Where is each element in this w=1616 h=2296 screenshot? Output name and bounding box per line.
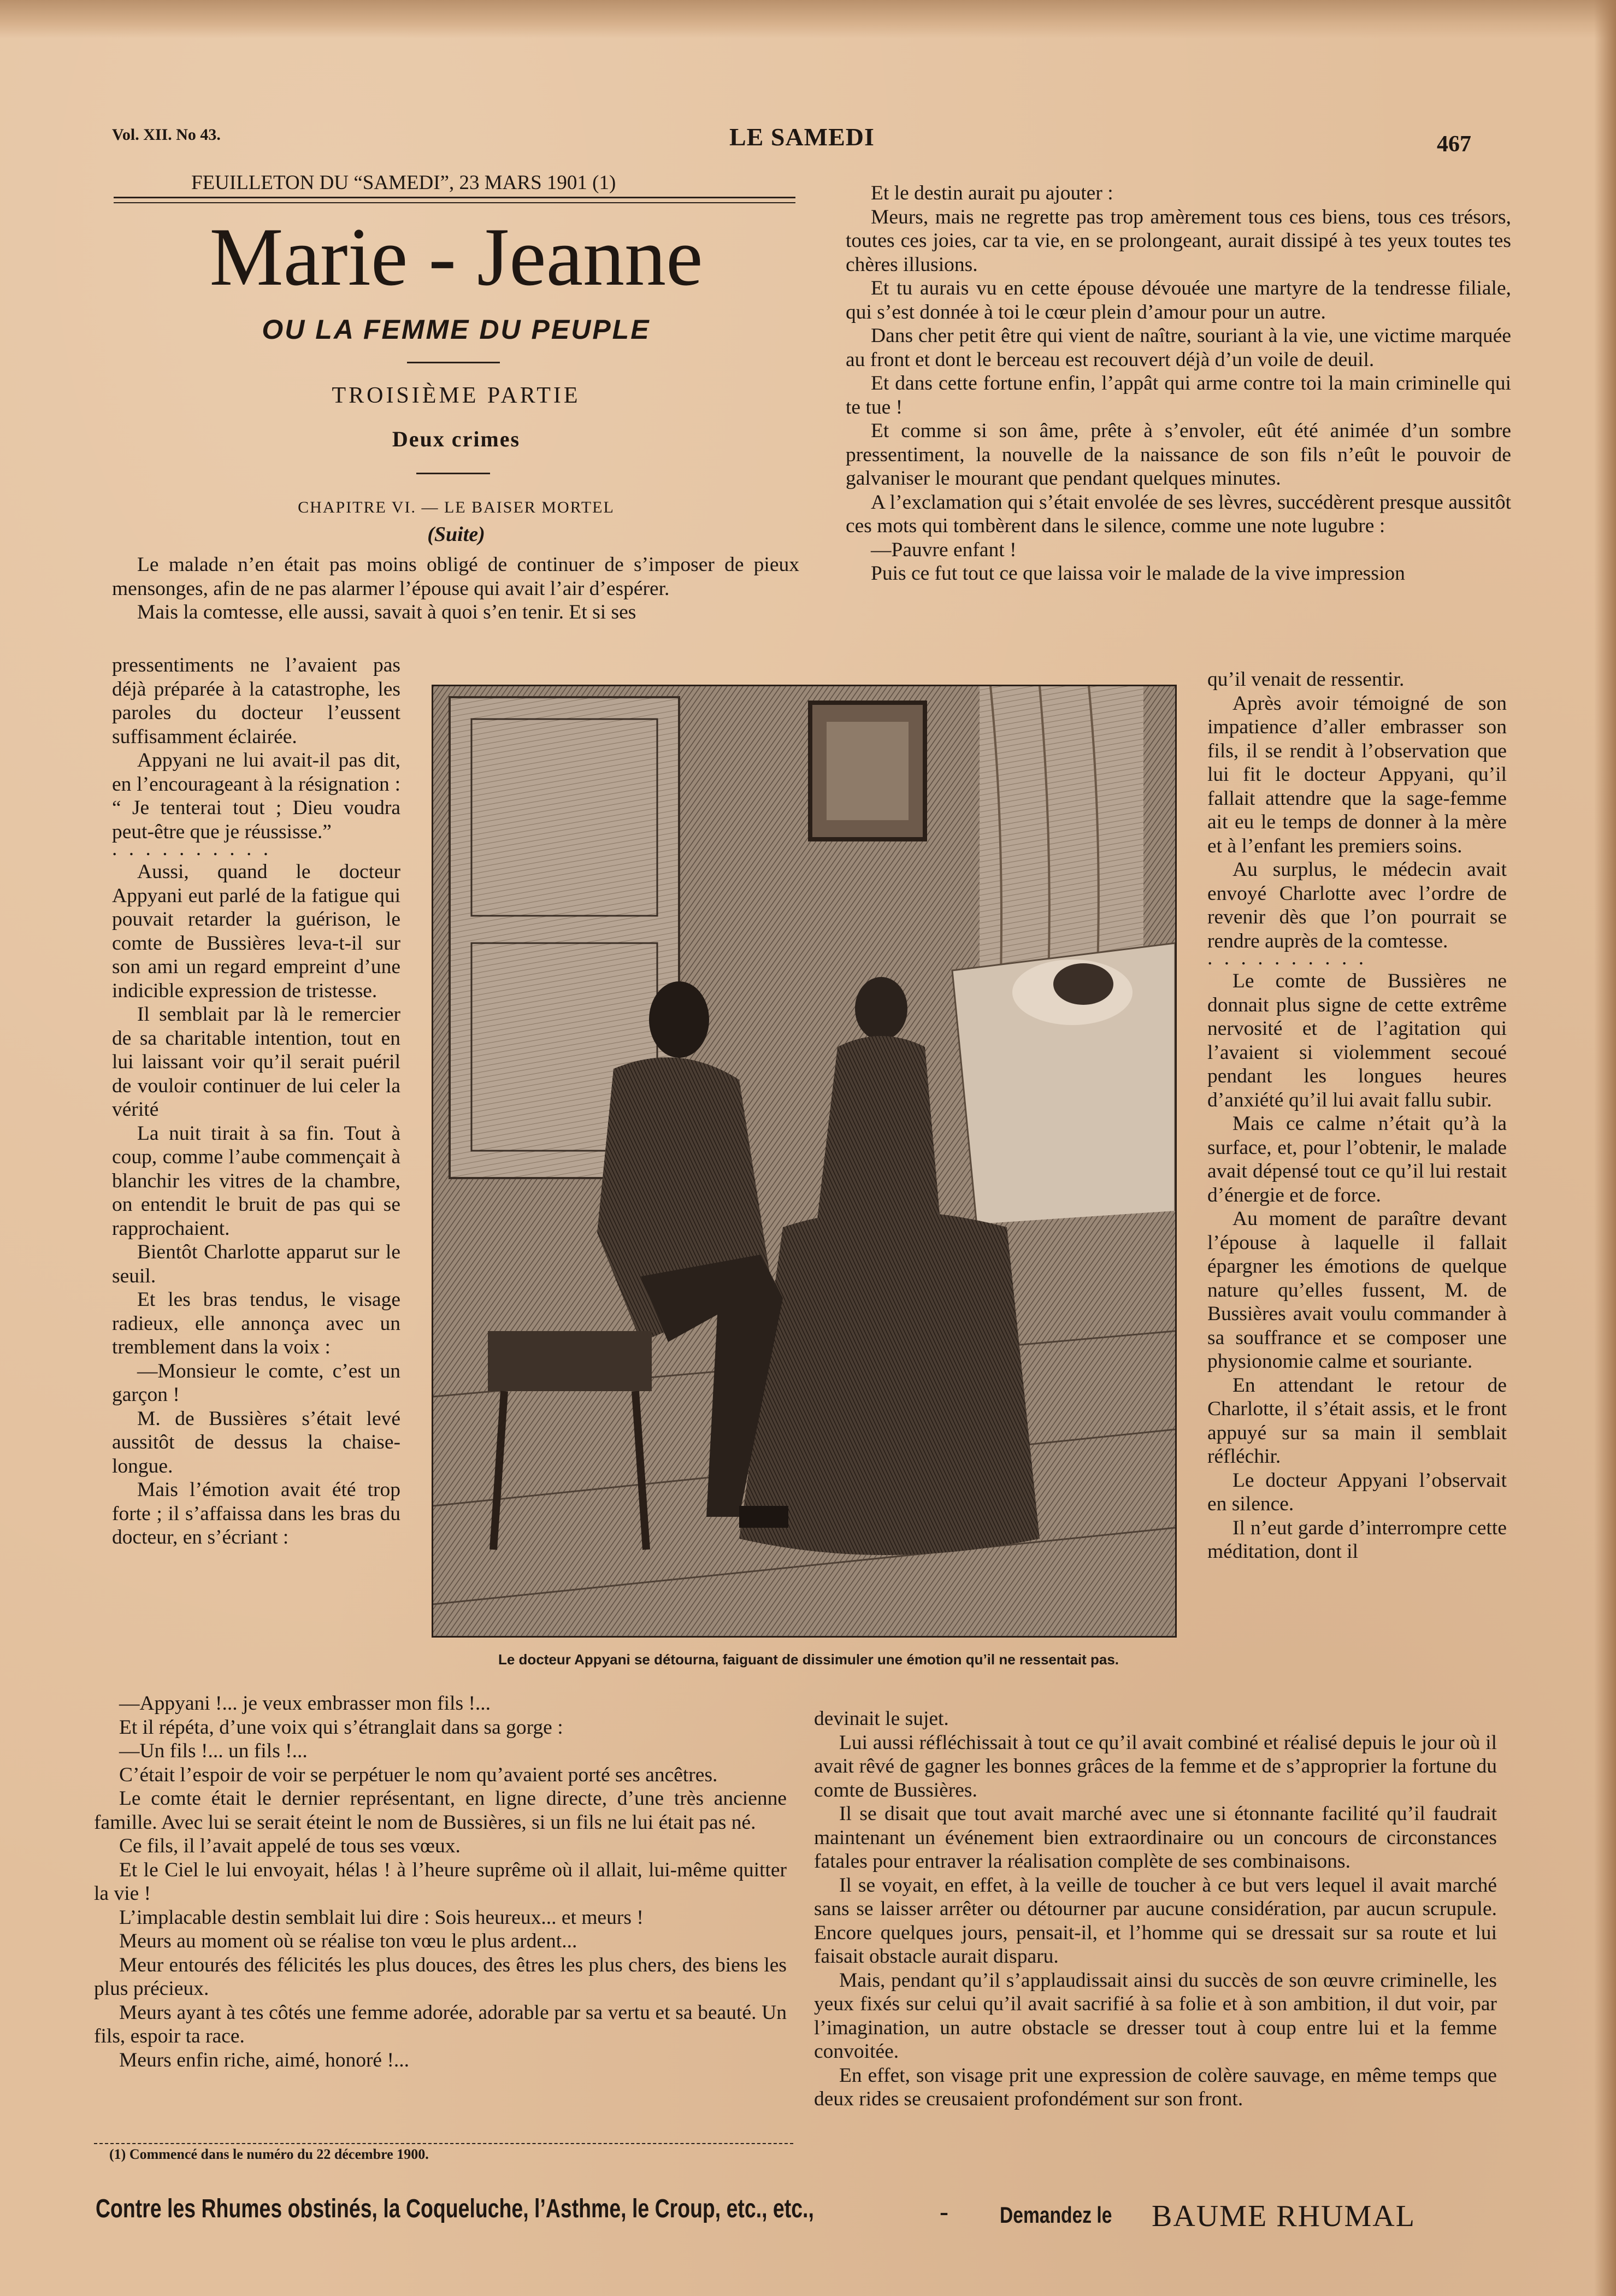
advert-left: Contre les Rhumes obstinés, la Coqueluche, l’Asthme, le Croup, etc., etc., — [96, 2194, 814, 2223]
paragraph: Et les bras tendus, le visage radieux, elle annonça avec un tremblement dans la voix : — [112, 1288, 400, 1358]
right-column-top — [846, 181, 1511, 586]
paragraph: C’était l’espoir de voir se perpétuer le nom qu’avaient porté ses ancêtres. — [119, 1763, 718, 1786]
chapter-heading: CHAPITRE VI. — LE BAISER MORTEL — [298, 498, 615, 516]
left-column-top — [112, 553, 799, 625]
right-column-narrow — [1207, 668, 1507, 1564]
suite-label: (Suite) — [427, 523, 485, 546]
page-right-edge — [1594, 0, 1616, 2296]
paragraph: Au surplus, le médecin avait envoyé Charlotte avec l’ordre de revenir dès que l’on pourrait se rendre auprès de la comtesse. — [1207, 858, 1507, 952]
paragraph: Le comte était le dernier représentant, en ligne directe, d’une très ancienne famille. Avec lui se serait éteint le nom de Bussières, si un fils ne lui était pas né. — [94, 1787, 787, 1834]
paragraph: Il semblait par là le remercier de sa charitable intention, tout en lui laissant voir qu’il serait puéril de vouloir continuer de lui celer la vérité — [112, 1003, 400, 1121]
paragraph: —Un fils !... un fils !... — [119, 1740, 308, 1762]
paragraph: Mais la comtesse, elle aussi, savait à quoi s’en tenir. Et si ses — [137, 601, 636, 623]
advert-right-prefix: Demandez le — [1000, 2202, 1112, 2228]
header-rule-1 — [114, 197, 795, 198]
advert-product: BAUME RHUMAL — [1152, 2199, 1416, 2233]
paragraph: Et il répéta, d’une voix qui s’étranglait dans sa gorge : — [119, 1716, 563, 1739]
paragraph: Meurs enfin riche, aimé, honoré !... — [119, 2048, 410, 2071]
paragraph: L’implacable destin semblait lui dire : Sois heureux... et meurs ! — [119, 1906, 644, 1929]
paragraph: Le comte de Bussières ne donnait plus signe de cette extrême nervosité et de l’agitation qui l’avaient si violemment secoué pendant les longues heures d’anxiété qu’il lui avait fallu subir. — [1207, 970, 1507, 1111]
footnote: (1) Commencé dans le numéro du 22 décembre 1900. — [109, 2146, 429, 2162]
paragraph: qu’il venait de ressentir. — [1207, 668, 1405, 691]
paragraph: Il se voyait, en effet, à la veille de toucher à ce but vers lequel il avait marché sans se laisser arrêter ou détourner par aucune considération, par aucun scrupule. Encore quelques jours, pensait-il, et l’homme qui se dressait sur sa route et lui faisait obstacle aurait disparu. — [814, 1874, 1497, 1968]
paragraph: Lui aussi réfléchissait à tout ce qu’il avait combiné et réalisé depuis le jour où il avait rêvé de gagner les bonnes grâces de la femme et de s’approprier la fortune du comte de Bussières. — [814, 1731, 1497, 1802]
paragraph: Mais ce calme n’était qu’à la surface, et, pour l’obtenir, le malade avait dépensé tout ce qu’il lui restait d’énergie et de force. — [1207, 1112, 1507, 1206]
page-top-edge — [0, 0, 1616, 38]
right-column-bottom — [814, 1707, 1497, 2111]
paragraph: Mais l’émotion avait été trop forte ; il s’affaissa dans les bras du docteur, en s’écriant : — [112, 1479, 400, 1549]
paragraph: En effet, son visage prit une expression de colère sauvage, en même temps que deux rides se creusaient profondément sur son front. — [814, 2064, 1497, 2110]
story-title: Marie - Jeanne — [209, 211, 703, 303]
paragraph: Mais, pendant qu’il s’applaudissait ainsi du succès de son œuvre criminelle, les yeux fixés sur celui qu’il avait sacrifié à sa folie et à son ambition, il dut voir, par l’imagination, un autre obstacle se dresser tout à coup entre lui et la femme convoitée. — [814, 1969, 1497, 2063]
paragraph: —Pauvre enfant ! — [871, 538, 1017, 561]
paragraph: —Monsieur le comte, c’est un garçon ! — [112, 1359, 400, 1406]
paragraph: —Appyani !... je veux embrasser mon fils !... — [119, 1692, 491, 1715]
paragraph: pressentiments ne l’avaient pas déjà préparée à la catastrophe, les paroles du docteur l’eussent suffisamment éclairée. — [112, 654, 400, 748]
left-column-bottom — [94, 1692, 787, 2072]
section-dots: . . . . . . . . . . — [1207, 947, 1367, 969]
volume-number: Vol. XII. No 43. — [112, 126, 221, 144]
paragraph: Et comme si son âme, prête à s’envoler, eût été animée d’un sombre pressentiment, la nouvelle de la naissance de son fils n’eût le pouvoir de galvaniser le mourant que pendant quelques minutes. — [846, 420, 1511, 490]
part-subtitle: Deux crimes — [392, 427, 521, 451]
paragraph: Meur entourés des félicités les plus douces, des êtres les plus chers, des biens les plus précieux. — [94, 1953, 787, 2000]
paragraph: La nuit tirait à sa fin. Tout à coup, comme l’aube commençait à blanchir les vitres de la chambre, on entendit le bruit de pas qui se rapprochaient. — [112, 1122, 400, 1240]
left-column-narrow — [112, 654, 400, 1550]
paragraph: Au moment de paraître devant l’épouse à laquelle il fallait épargner les émotions de quelque nature qu’elles fussent, M. de Bussières avait voulu commander à sa souffrance et se composer une physionomie calme et souriante. — [1207, 1208, 1507, 1373]
paragraph: Dans cher petit être qui vient de naître, souriant à la vie, une victime marquée au front et dont le berceau est recouvert déjà d’un voile de deuil. — [846, 325, 1511, 371]
paragraph: Appyani ne lui avait-il pas dit, en l’encourageant à la résignation : “ Je tenterai tout ; Dieu voudra peut-être que je réussisse.” — [112, 749, 400, 843]
part-rule — [416, 473, 490, 474]
journal-name: LE SAMEDI — [729, 123, 875, 151]
feuilleton-line: FEUILLETON DU “SAMEDI”, 23 MARS 1901 (1) — [191, 172, 616, 194]
paragraph: Le malade n’en était pas moins obligé de continuer de s’imposer de pieux mensonges, afin de ne pas alarmer l’épouse qui avait l’air d’espérer. — [112, 554, 799, 600]
paragraph: Il n’eut garde d’interrompre cette méditation, dont il — [1207, 1516, 1507, 1563]
paragraph: Il se disait que tout avait marché avec une si étonnante facilité qu’il faudrait maintenant un événement bien extraordinaire ou un concours de circonstances fatales pour entraver la réalisation complète de ses combinaisons. — [814, 1803, 1497, 1873]
paragraph: Le docteur Appyani l’observait en silence. — [1207, 1469, 1507, 1515]
paragraph: En attendant le retour de Charlotte, il s’était assis, et le front appuyé sur sa main il semblait réfléchir. — [1207, 1374, 1507, 1468]
paragraph: Puis ce fut tout ce que laissa voir le malade de la vive impression — [871, 562, 1405, 585]
paragraph: Meurs ayant à tes côtés une femme adorée, adorable par sa vertu et sa beauté. Un fils, espoir ta race. — [94, 2001, 787, 2047]
subtitle-rule — [407, 362, 500, 363]
page-number: 467 — [1437, 132, 1471, 157]
engraving-art — [433, 686, 1175, 1636]
advert-dash: - — [940, 2197, 948, 2226]
paragraph: Ce fils, il l’avait appelé de tous ses vœux. — [119, 1835, 461, 1857]
paragraph: Bientôt Charlotte apparut sur le seuil. — [112, 1241, 400, 1287]
footnote-rule — [94, 2143, 793, 2144]
paragraph: Et le destin aurait pu ajouter : — [871, 182, 1113, 204]
part-heading: TROISIÈME PARTIE — [332, 383, 581, 408]
story-subtitle: OU LA FEMME DU PEUPLE — [262, 314, 651, 345]
paragraph: devinait le sujet. — [814, 1708, 949, 1730]
illustration-caption: Le docteur Appyani se détourna, faiguant de dissimuler une émotion qu’il ne ressentait pas. — [498, 1651, 1119, 1668]
paragraph: Et dans cette fortune enfin, l’appât qui arme contre toi la main criminelle qui te tue ! — [846, 372, 1511, 419]
paragraph: Aussi, quand le docteur Appyani eut parlé de la fatigue qui pouvait retarder la guérison, le comte de Bussières leva-t-il sur son ami un regard empreint d’une indicible expression de tristesse. — [112, 861, 400, 1002]
engraving-illustration — [432, 685, 1177, 1638]
paragraph: Et tu aurais vu en cette épouse dévouée une martyre de la tendresse filiale, qui s’est donnée à toi le cœur plein d’amour pour un autre. — [846, 277, 1511, 323]
paragraph: Meurs au moment où se réalise ton vœu le plus ardent... — [119, 1930, 577, 1952]
paragraph: Après avoir témoigné de son impatience d’aller embrasser son fils, il se rendit à l’observation que lui fit le docteur Appyani, qu’il fallait attendre que la sage-femme ait eu le temps de donner à la mère et à l’enfant les premiers soins. — [1207, 692, 1507, 857]
section-dots: . . . . . . . . . . — [112, 838, 272, 860]
paragraph: M. de Bussières s’était levé aussitôt de dessus la chaise-longue. — [112, 1407, 400, 1477]
paragraph: A l’exclamation qui s’était envolée de ses lèvres, succédèrent presque aussitôt ces mots qui tombèrent dans le silence, comme une note lugubre : — [846, 491, 1511, 537]
paragraph: Meurs, mais ne regrette pas trop amèrement tous ces biens, tous ces trésors, toutes ces joies, car ta vie, en se prolongeant, aurait dissipé à tes yeux toutes tes chères illusions. — [846, 205, 1511, 276]
paragraph: Et le Ciel le lui envoyait, hélas ! à l’heure suprême où il allait, lui-même quitter la vie ! — [94, 1858, 787, 1905]
header-rule-2 — [114, 202, 795, 203]
